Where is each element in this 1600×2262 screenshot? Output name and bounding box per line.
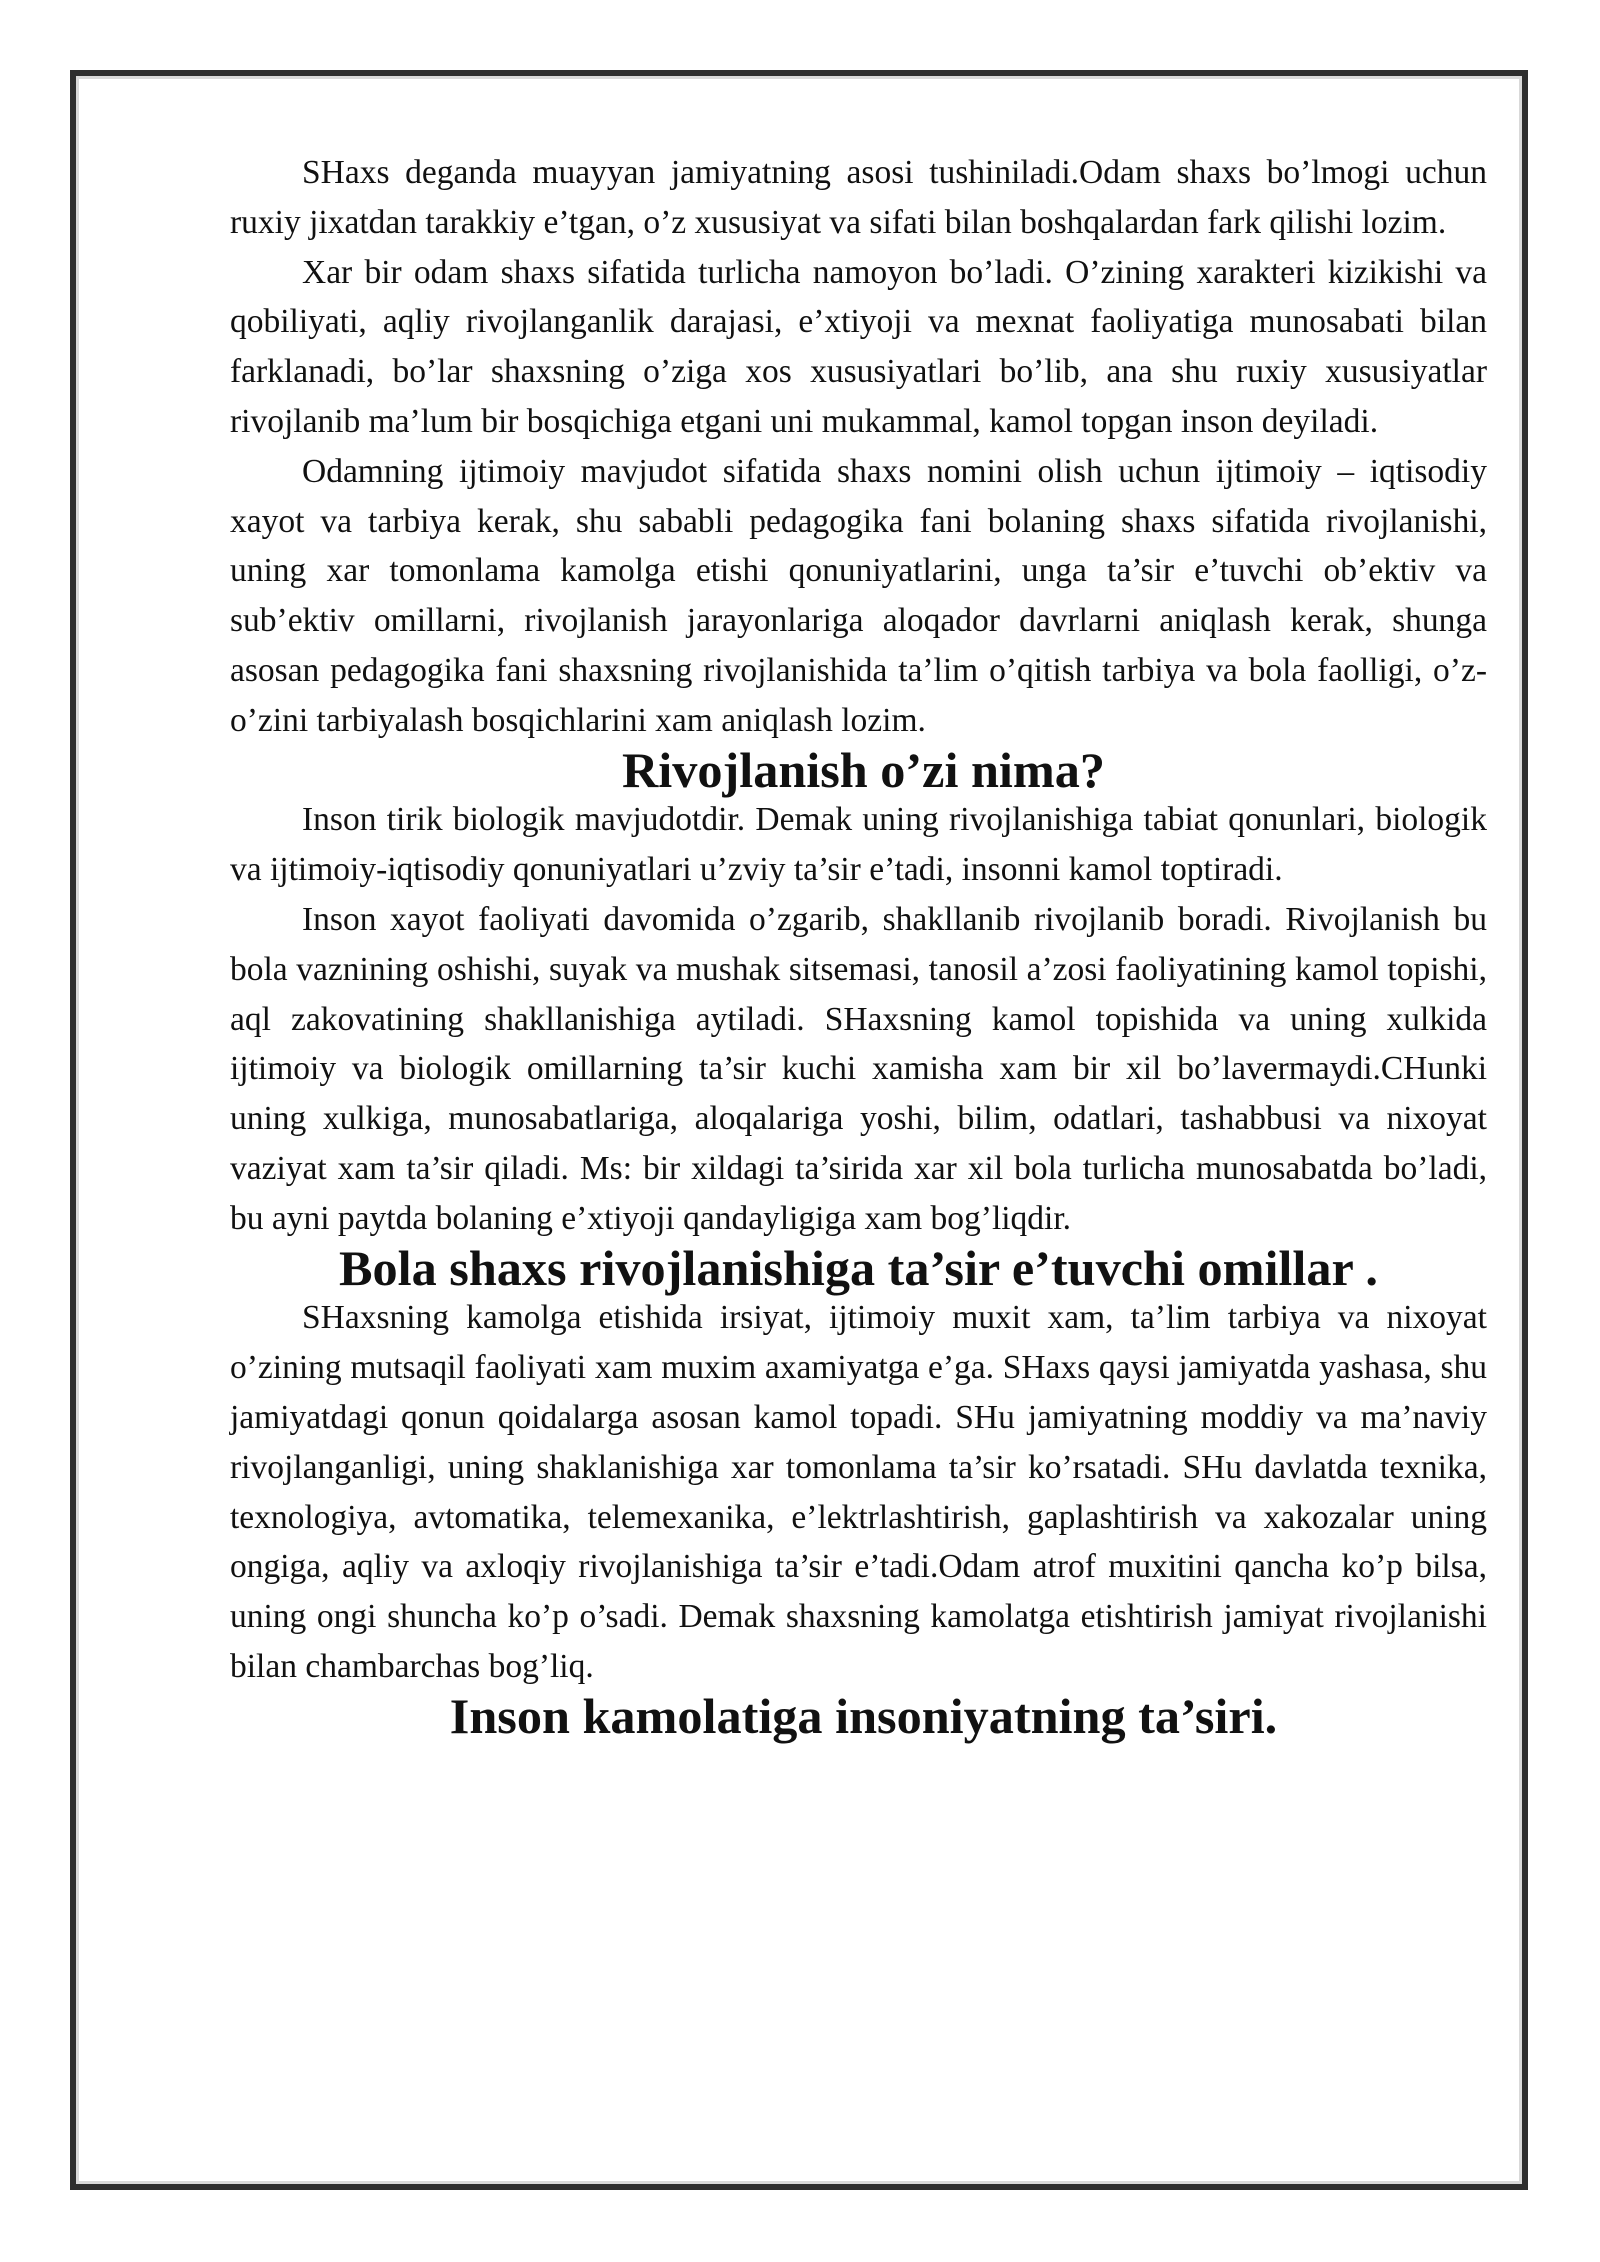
section-heading-factors: Bola shaxs rivojlanishiga ta’sir e’tuvchi omillar . — [338, 1239, 1378, 1296]
document-body — [230, 148, 1487, 1742]
paragraph-shaxs-traits: Xar bir odam shaxs sifatida turlicha namoyon bo’ladi. O’zining xarakteri kizikishi va qobiliyati, aqliy rivojlanganlik darajasi, e’xtiyoji va mexnat faoliyatiga munosabati bilan farklanadi, bo’lar shaxsning o’ziga xos xususiyatlari bo’lib, ana shu ruxiy xususiyatlar rivojlanib ma’lum bir bosqichiga etgani uni mukammal, kamol topgan inson deyiladi. — [230, 253, 1487, 440]
paragraph-factors: SHaxsning kamolga etishida irsiyat, ijtimoiy muxit xam, ta’lim tarbiya va nixoyat o’zining mutsaqil faoliyati xam muxim axamiyatga e’ga. SHaxs qaysi jamiyatda yashasa, shu jamiyatdagi qonun qoidalarga asosan kamol topadi. SHu jamiyatning moddiy va ma’naviy rivojlanganligi, uning shaklanishiga xar tomonlama ta’sir ko’rsatadi. SHu davlatda texnika, texnologiya, avtomatika, telemexanika, e’lektrlashtirish, gaplashtirish va xakozalar uning ongiga, aqliy va axloqiy rivojlanishiga ta’sir e’tadi.Odam atrof muxitini qancha ko’p bilsa, uning ongi shuncha ko’p o’sadi. Demak shaxsning kamolatga etishtirish jamiyat rivojlanishi bilan chambarchas bog’liq. — [230, 1299, 1487, 1685]
paragraph-social-being: Odamning ijtimoiy mavjudot sifatida shaxs nomini olish uchun ijtimoiy – iqtisodiy xayot va tarbiya kerak, shu sababli pedagogika fani bolaning shaxs sifatida rivojlanishi, uning xar tomonlama kamolga etishi qonuniyatlarini, unga ta’sir e’tuvchi ob’ektiv va sub’ektiv omillarni, rivojlanish jarayonlariga aloqador davrlarni aniqlash kerak, shunga asosan pedagogika fani shaxsning rivojlanishida ta’lim o’qitish tarbiya va bola faolligi, o’z-o’zini tarbiyalash bosqichlarini xam aniqlash lozim. — [230, 452, 1487, 739]
paragraph-biological-being: Inson tirik biologik mavjudotdir. Demak uning rivojlanishiga tabiat qonunlari, biologik va ijtimoiy-iqtisodiy qonuniyatlari u’zviy ta’sir e’tadi, insonni kamol toptiradi. — [230, 801, 1487, 889]
paragraph-shaxs-definition: SHaxs deganda muayyan jamiyatning asosi tushiniladi.Odam shaxs bo’lmogi uchun ruxiy jixatdan tarakkiy e’tgan, o’z xususiyat va sifati bilan boshqalardan fark qilishi lozim. — [230, 154, 1487, 241]
section-heading-development: Rivojlanish o’zi nima? — [622, 741, 1105, 798]
section-heading-humanity-influence: Inson kamolatiga insoniyatning ta’siri. — [449, 1687, 1278, 1744]
paragraph-development-process: Inson xayot faoliyati davomida o’zgarib, shakllanib rivojlanib boradi. Rivojlanish bu bola vaznining oshishi, suyak va mushak sitsemasi, tanosil a’zosi faoliyatining kamol topishi, aql zakovatining shakllanishiga aytiladi. SHaxsning kamol topishida va uning xulkida ijtimoiy va biologik omillarning ta’sir kuchi xamisha xam bir xil bo’lavermaydi.CHunki uning xulkiga, munosabatlariga, aloqalariga yoshi, bilim, odatlari, tashabbusi va nixoyat vaziyat xam ta’sir qiladi. Ms: bir xildagi ta’sirida xar xil bola turlicha munosabatda bo’ladi, bu ayni paytda bolaning e’xtiyoji qandayligiga xam bog’liqdir. — [230, 900, 1487, 1237]
